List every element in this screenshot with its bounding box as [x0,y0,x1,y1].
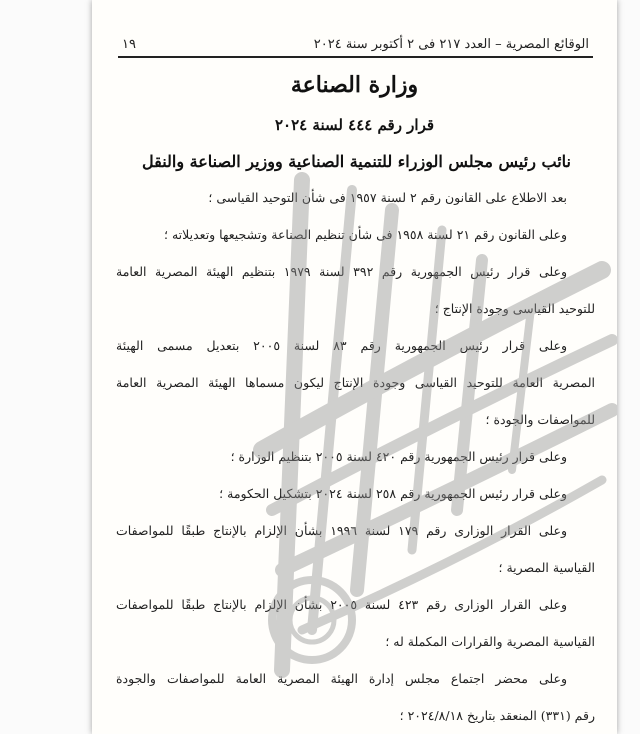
body-line: وعلى قرار رئيس الجمهورية رقم ٣٩٢ لسنة ١٩٧٩ بتنظيم الهيئة المصرية العامة [116,264,567,279]
header-rule [118,56,593,58]
body-line: القياسية المصرية والقرارات المكملة له ؛ [385,634,595,649]
issuer-heading: نائب رئيس مجلس الوزراء للتنمية الصناعية ووزير الصناعة والنقل [142,152,571,171]
running-header [122,26,589,52]
body-line: وعلى قرار رئيس الجمهورية رقم ٨٣ لسنة ٢٠٠٥ بتعديل مسمى الهيئة [116,338,567,353]
body-line: للمواصفات والجودة ؛ [485,412,595,427]
gazette-page [92,0,617,734]
body-line: وعلى القانون رقم ٢١ لسنة ١٩٥٨ فى شأن تنظيم الصناعة وتشجيعها وتعديلاته ؛ [164,227,567,242]
body-line: المصرية العامة للتوحيد القياسى وجودة الإنتاج ليكون مسماها الهيئة المصرية العامة [116,375,595,390]
page-number: ١٩ [122,37,136,52]
body-line: القياسية المصرية ؛ [498,560,595,575]
body-line: وعلى محضر اجتماع مجلس إدارة الهيئة المصرية العامة للمواصفات والجودة [116,671,567,686]
body-line: وعلى القرار الوزارى رقم ١٧٩ لسنة ١٩٩٦ بشأن الإلزام بالإنتاج طبقًا للمواصفات [116,523,567,538]
ministry-heading: وزارة الصناعة [290,72,419,98]
body-line: للتوحيد القياسى وجودة الإنتاج ؛ [434,301,595,316]
body-line: رقم (٣٣١) المنعقد بتاريخ ٢٠٢٤/٨/١٨ ؛ [399,708,595,723]
body-line: وعلى قرار رئيس الجمهورية رقم ٤٢٠ لسنة ٢٠٠٥ بتنظيم الوزارة ؛ [230,449,567,464]
body-line: بعد الاطلاع على القانون رقم ٢ لسنة ١٩٥٧ فى شأن التوحيد القياسى ؛ [208,190,567,205]
body-line: وعلى القرار الوزارى رقم ٤٢٣ لسنة ٢٠٠٥ بشأن الإلزام بالإنتاج طبقًا للمواصفات [116,597,567,612]
decree-title: قرار رقم ٤٤٤ لسنة ٢٠٢٤ [274,116,435,134]
gazette-issue-title: الوقائع المصرية – العدد ٢١٧ فى ٢ أكتوبر سنة ٢٠٢٤ [313,37,589,52]
body-line: وعلى قرار رئيس الجمهورية رقم ٢٥٨ لسنة ٢٠٢٤ بتشكيل الحكومة ؛ [219,486,567,501]
